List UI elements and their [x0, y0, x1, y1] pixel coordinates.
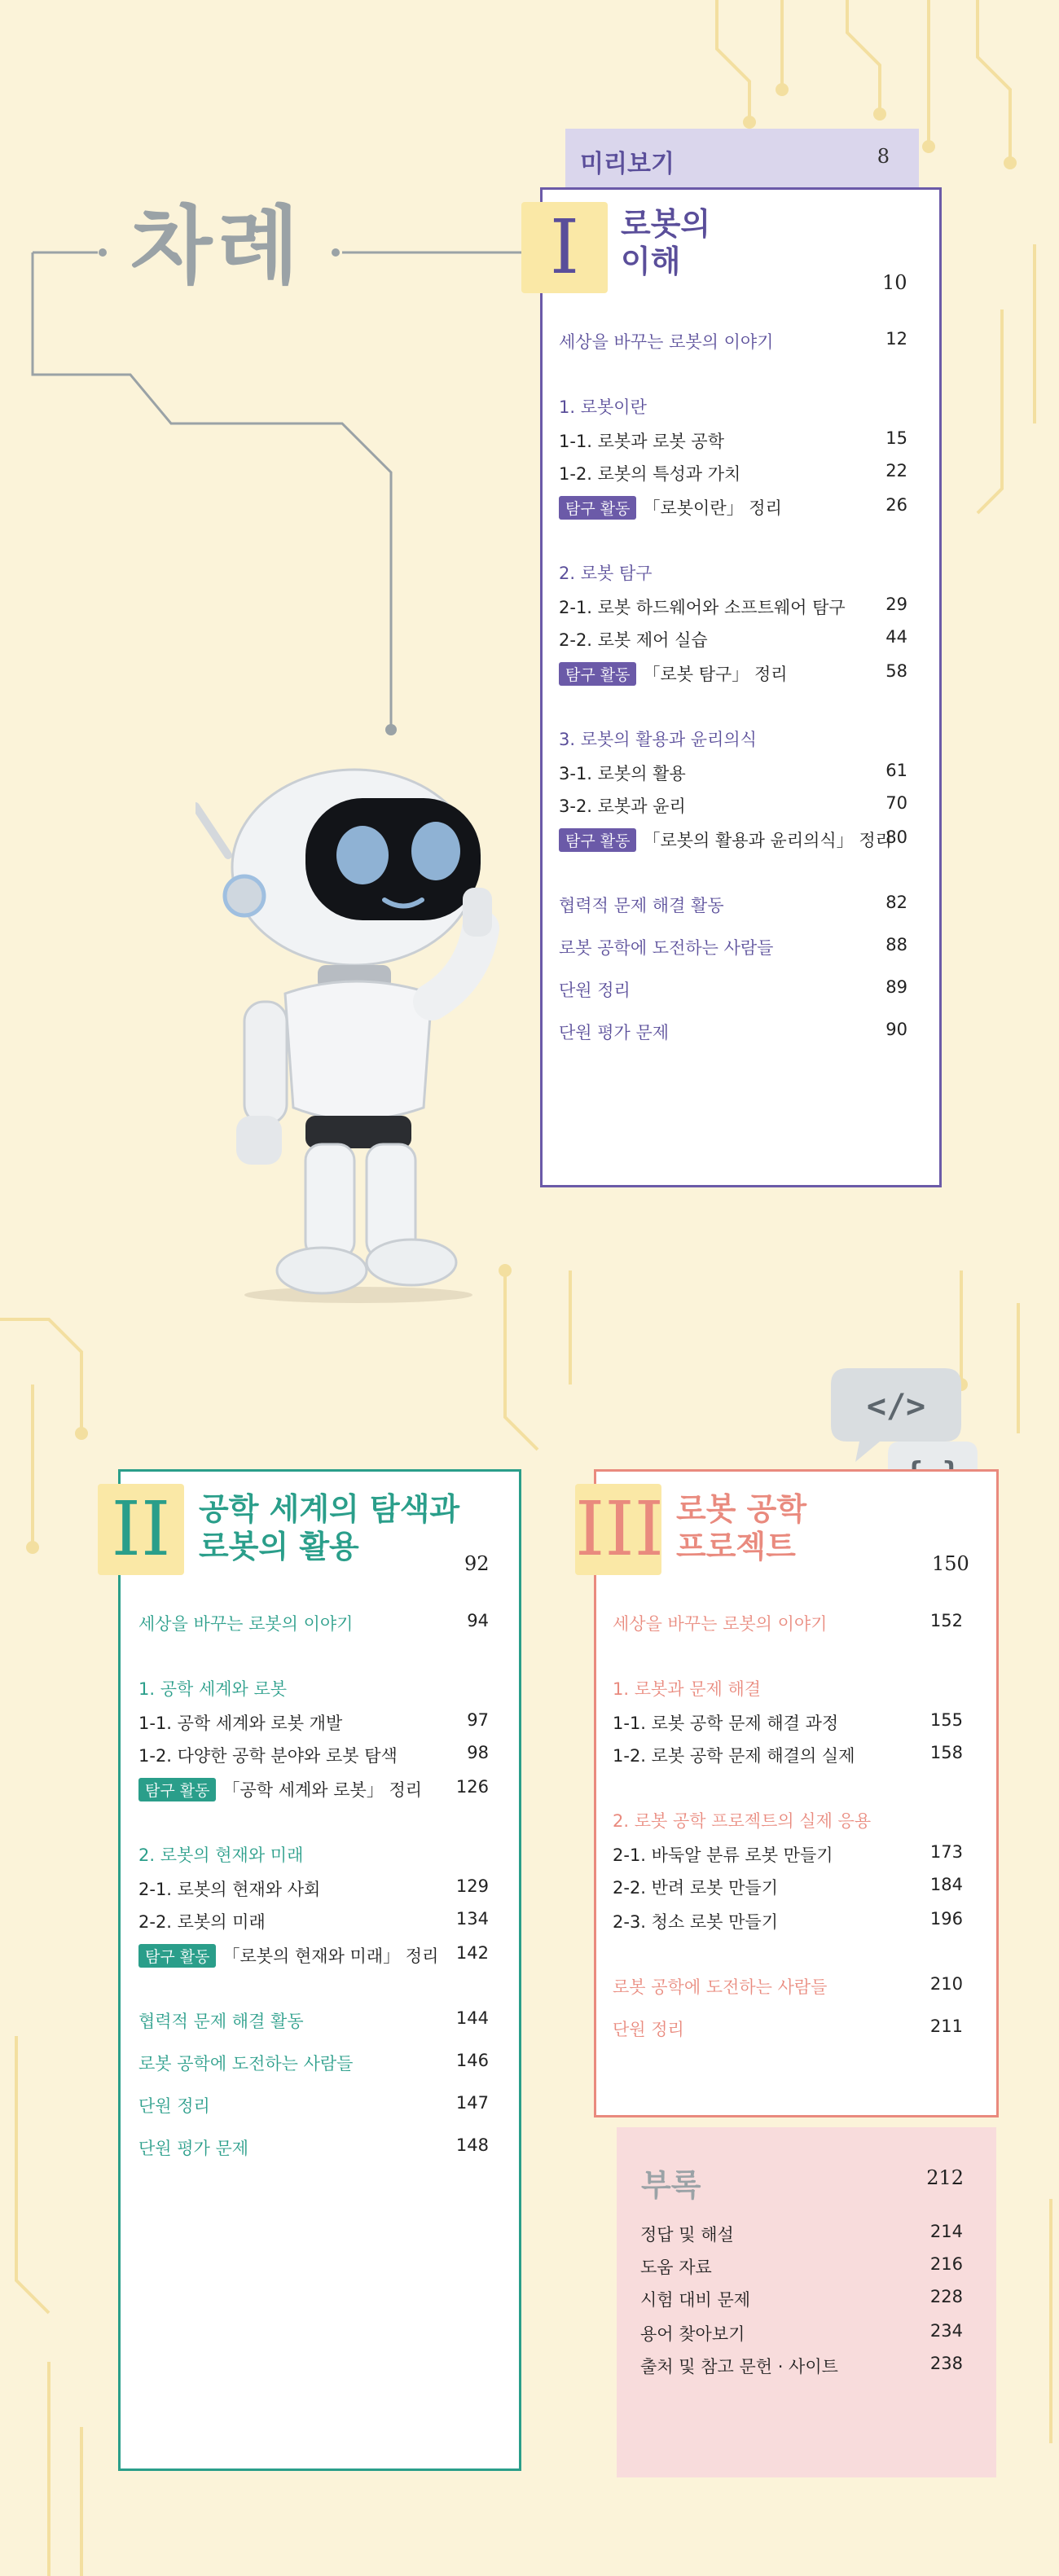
- appendix-page: 212: [926, 2166, 964, 2189]
- toc-entry-label: 「로봇의 활용과 윤리의식」 정리: [643, 831, 892, 850]
- toc-entry[interactable]: [138, 1777, 489, 1801]
- preview-bar[interactable]: [565, 129, 919, 187]
- toc-entry-label: 세상을 바꾸는 로봇의 이야기: [138, 1614, 354, 1634]
- toc-entry[interactable]: [613, 1743, 963, 1767]
- toc-entry-label: 2-2. 로봇 제어 실습: [559, 630, 708, 650]
- toc-entry[interactable]: [138, 1743, 489, 1767]
- toc-entry-label: 「로봇 탐구」 정리: [643, 665, 788, 684]
- toc-entry-label: 1. 로봇이란: [559, 397, 647, 417]
- toc-entry-page: 129: [455, 1876, 489, 1896]
- toc-entry-page: 134: [455, 1909, 489, 1929]
- toc-entry[interactable]: [138, 1842, 489, 1867]
- toc-entry-label: 2. 로봇의 현재와 미래: [138, 1845, 304, 1865]
- toc-entry-page: 196: [929, 1909, 963, 1929]
- toc-entry-page: 82: [885, 893, 907, 912]
- appendix-entry-page: 238: [929, 2354, 963, 2373]
- toc-entry-label: 2-2. 반려 로봇 만들기: [613, 1878, 779, 1898]
- toc-entry-page: 61: [885, 761, 907, 780]
- toc-entry-label: 세상을 바꾸는 로봇의 이야기: [613, 1614, 828, 1634]
- toc-entry-page: 158: [929, 1743, 963, 1762]
- toc-entry-page: 88: [885, 935, 907, 954]
- toc-entry[interactable]: [138, 2008, 489, 2033]
- toc-entry-label: 협력적 문제 해결 활동: [559, 896, 724, 915]
- toc-entry[interactable]: [613, 1909, 963, 1933]
- toc-entry-page: 80: [885, 827, 907, 847]
- toc-entry-label: 1-2. 로봇의 특성과 가치: [559, 464, 741, 484]
- unit1-numeral: I: [521, 202, 608, 293]
- toc-entry-label: 2-1. 바둑알 분류 로봇 만들기: [613, 1845, 833, 1865]
- toc-entry-page: 146: [455, 2051, 489, 2070]
- toc-entry-label: 2-1. 로봇의 현재와 사회: [138, 1880, 321, 1899]
- toc-entry-page: 26: [885, 495, 907, 515]
- toc-entry-page: 89: [885, 977, 907, 997]
- toc-entry[interactable]: [559, 726, 907, 751]
- toc-entry[interactable]: [559, 827, 907, 852]
- unit1-page: 10: [882, 271, 907, 294]
- toc-entry-page: 98: [467, 1743, 489, 1762]
- toc-entry[interactable]: [138, 1676, 489, 1701]
- toc-entry[interactable]: [559, 935, 907, 959]
- toc-entry[interactable]: [559, 329, 907, 353]
- unit3-title-line2: 프로젝트: [676, 1529, 796, 1564]
- toc-entry[interactable]: [138, 1876, 489, 1901]
- toc-entry-page: 126: [455, 1777, 489, 1797]
- unit1-title-line2: 이해: [621, 244, 681, 279]
- unit2-title-line1: 공학 세계의 탐색과: [199, 1491, 460, 1527]
- toc-entry-page: 70: [885, 793, 907, 813]
- toc-entry-label: 2. 로봇 공학 프로젝트의 실제 응용: [613, 1811, 872, 1831]
- toc-entry-label: 3-1. 로봇의 활용: [559, 764, 686, 783]
- toc-entry-page: 144: [455, 2008, 489, 2028]
- activity-tag: 탐구 활동: [138, 1778, 216, 1801]
- toc-entry-label: 협력적 문제 해결 활동: [138, 2012, 304, 2031]
- robot-illustration: [196, 733, 521, 1303]
- toc-entry[interactable]: [613, 1808, 963, 1832]
- activity-tag: 탐구 활동: [559, 828, 636, 852]
- appendix-entry-label: 용어 찾아보기: [640, 2324, 745, 2344]
- appendix-entry-label: 정답 및 해설: [640, 2225, 734, 2245]
- appendix-entry-page: 234: [929, 2321, 963, 2341]
- page-title: 차례: [130, 196, 304, 296]
- toc-entry-page: 152: [929, 1611, 963, 1630]
- toc-entry-label: 단원 정리: [613, 2020, 684, 2039]
- appendix-entry-label: 도움 자료: [640, 2258, 712, 2277]
- toc-entry-page: 155: [929, 1710, 963, 1730]
- unit2-title-line2: 로봇의 활용: [199, 1529, 359, 1564]
- toc-entry[interactable]: [613, 1842, 963, 1867]
- unit3-numeral: III: [575, 1484, 661, 1575]
- appendix-entry-page: 228: [929, 2287, 963, 2306]
- toc-entry-label: 1-2. 로봇 공학 문제 해결의 실제: [613, 1746, 855, 1766]
- toc-entry[interactable]: [138, 1909, 489, 1933]
- toc-entry-label: 2-3. 청소 로봇 만들기: [613, 1912, 779, 1932]
- unit2-title[interactable]: [199, 1490, 459, 1565]
- bubble-top-text: </>: [866, 1388, 926, 1425]
- appendix-entry-page: 214: [929, 2222, 963, 2241]
- unit3-page: 150: [932, 1552, 969, 1575]
- toc-entry-label: 로봇 공학에 도전하는 사람들: [613, 1977, 828, 1997]
- toc-entry-page: 173: [929, 1842, 963, 1862]
- toc-entry-page: 58: [885, 661, 907, 681]
- toc-entry-page: 29: [885, 595, 907, 614]
- toc-entry[interactable]: [559, 661, 907, 686]
- toc-entry[interactable]: [559, 627, 907, 652]
- toc-entry[interactable]: [613, 1875, 963, 1899]
- appendix-entry[interactable]: [640, 2354, 963, 2378]
- toc-entry-label: 단원 평가 문제: [559, 1023, 670, 1042]
- toc-entry-page: 12: [885, 329, 907, 349]
- toc-entry-label: 2-1. 로봇 하드웨어와 소프트웨어 탐구: [559, 598, 846, 617]
- appendix-entry-label: 출처 및 참고 문헌 · 사이트: [640, 2357, 838, 2376]
- toc-entry[interactable]: [613, 1611, 963, 1635]
- toc-entry-label: 3-2. 로봇과 윤리: [559, 796, 686, 816]
- preview-page: 8: [877, 145, 890, 168]
- toc-entry-label: 로봇 공학에 도전하는 사람들: [559, 938, 774, 958]
- toc-entry-page: 211: [929, 2016, 963, 2036]
- activity-tag: 탐구 활동: [559, 496, 636, 520]
- toc-entry-page: 210: [929, 1974, 963, 1994]
- toc-entry-label: 단원 정리: [559, 981, 631, 1000]
- toc-entry[interactable]: [559, 793, 907, 818]
- toc-entry-label: 세상을 바꾸는 로봇의 이야기: [559, 332, 774, 352]
- unit2-page: 92: [464, 1552, 490, 1575]
- toc-entry-label: 1-1. 로봇 공학 문제 해결 과정: [613, 1714, 839, 1733]
- toc-entry[interactable]: [613, 1676, 963, 1701]
- toc-entry-label: 1. 로봇과 문제 해결: [613, 1679, 762, 1699]
- toc-entry[interactable]: [138, 2093, 489, 2117]
- toc-entry-label: 1. 공학 세계와 로봇: [138, 1679, 288, 1699]
- toc-entry[interactable]: [559, 595, 907, 619]
- toc-entry-label: 「공학 세계와 로봇」 정리: [222, 1780, 423, 1800]
- toc-entry[interactable]: [613, 1974, 963, 1999]
- appendix-entry[interactable]: [640, 2287, 963, 2311]
- appendix-entry[interactable]: [640, 2254, 963, 2279]
- toc-entry[interactable]: [559, 428, 907, 453]
- toc-entry-page: 44: [885, 627, 907, 647]
- appendix-entry-label: 시험 대비 문제: [640, 2290, 751, 2310]
- toc-entry-page: 90: [885, 1020, 907, 1039]
- appendix-entry[interactable]: [640, 2222, 963, 2246]
- unit1-title[interactable]: [621, 205, 710, 280]
- unit3-title[interactable]: [676, 1490, 806, 1565]
- toc-entry-label: 단원 평가 문제: [138, 2139, 249, 2158]
- toc-entry-label: 3. 로봇의 활용과 윤리의식: [559, 730, 757, 749]
- toc-entry[interactable]: [559, 761, 907, 785]
- appendix-entry-page: 216: [929, 2254, 963, 2274]
- toc-entry-page: 142: [455, 1943, 489, 1963]
- toc-entry[interactable]: [559, 560, 907, 585]
- toc-entry[interactable]: [559, 394, 907, 419]
- toc-entry[interactable]: [559, 461, 907, 485]
- toc-entry[interactable]: [613, 2016, 963, 2041]
- unit1-title-line1: 로봇의: [621, 206, 711, 242]
- toc-entry-label: 단원 정리: [138, 2096, 210, 2116]
- toc-entry[interactable]: [613, 1710, 963, 1735]
- toc-entry-label: 1-1. 로봇과 로봇 공학: [559, 432, 725, 451]
- activity-tag: 탐구 활동: [138, 1944, 216, 1968]
- toc-entry[interactable]: [559, 1020, 907, 1044]
- toc-entry-label: 2. 로봇 탐구: [559, 564, 653, 583]
- toc-entry-label: 「로봇이란」 정리: [643, 498, 782, 518]
- toc-entry[interactable]: [138, 1943, 489, 1968]
- toc-entry[interactable]: [559, 977, 907, 1002]
- preview-label: 미리보기: [580, 150, 675, 178]
- unit2-numeral: II: [98, 1484, 184, 1575]
- toc-entry-page: 94: [467, 1611, 489, 1630]
- appendix-title[interactable]: 부록: [641, 2167, 701, 2203]
- toc-entry[interactable]: [138, 2051, 489, 2075]
- toc-entry[interactable]: [138, 2135, 489, 2160]
- toc-entry-page: 15: [885, 428, 907, 448]
- toc-entry-label: 1-2. 다양한 공학 분야와 로봇 탐색: [138, 1746, 398, 1766]
- toc-entry[interactable]: [559, 893, 907, 917]
- toc-entry[interactable]: [138, 1611, 489, 1635]
- toc-entry-page: 97: [467, 1710, 489, 1730]
- toc-entry-label: 「로봇의 현재와 미래」 정리: [222, 1946, 439, 1966]
- activity-tag: 탐구 활동: [559, 662, 636, 686]
- toc-entry-page: 147: [455, 2093, 489, 2113]
- toc-entry[interactable]: [138, 1710, 489, 1735]
- appendix-entry[interactable]: [640, 2321, 963, 2346]
- toc-entry-page: 148: [455, 2135, 489, 2155]
- toc-entry-label: 로봇 공학에 도전하는 사람들: [138, 2054, 354, 2074]
- toc-entry-page: 22: [885, 461, 907, 481]
- unit3-title-line1: 로봇 공학: [676, 1491, 807, 1527]
- toc-entry-label: 1-1. 공학 세계와 로봇 개발: [138, 1714, 343, 1733]
- toc-entry[interactable]: [559, 495, 907, 520]
- toc-entry-label: 2-2. 로봇의 미래: [138, 1912, 266, 1932]
- toc-entry-page: 184: [929, 1875, 963, 1894]
